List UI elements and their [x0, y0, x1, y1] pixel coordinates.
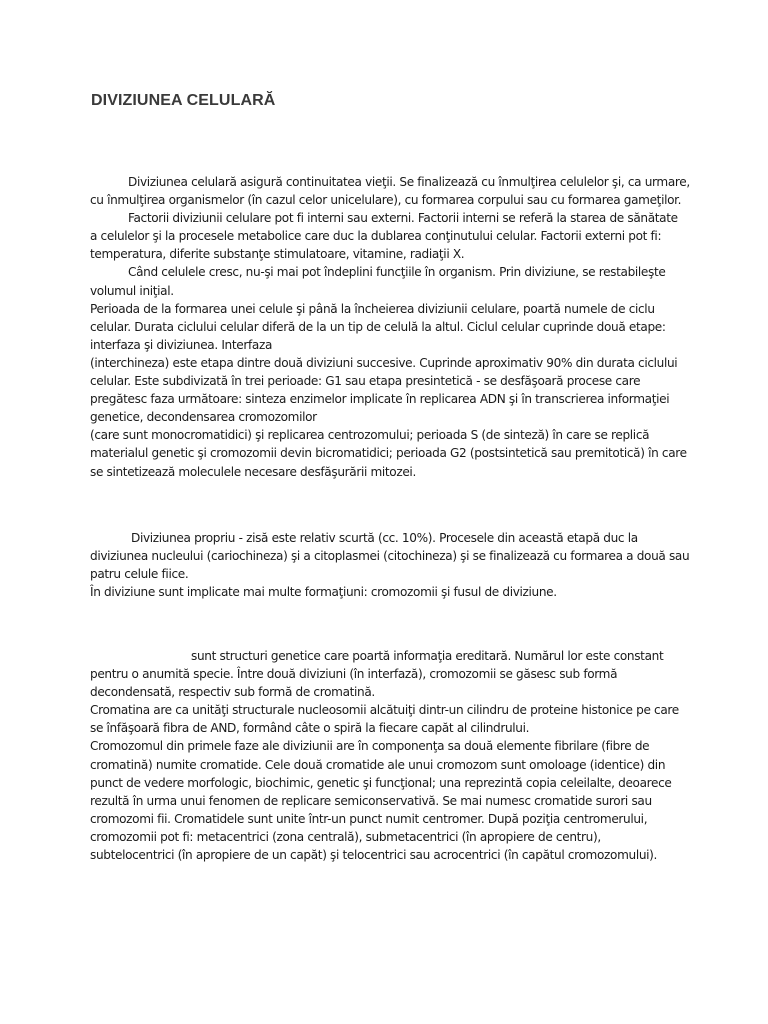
text-line: În diviziune sunt implicate mai multe formaţiuni: cromozomii şi fusul de diviziune. [90, 585, 557, 600]
text-line: cu înmulţirea organismelor (în cazul celor unicelulare), cu formarea corpului sau cu formarea gameţilor. [90, 193, 682, 208]
text-line: Diviziunea propriu - zisă este relativ scurtă (cc. 10%). Procesele din această etapă duc la [131, 531, 638, 545]
text-line: decondensată, respectiv sub formă de cromatină. [90, 685, 375, 700]
text-line: pregătesc faza următoare: sinteza enzimelor implicate în replicarea ADN şi în transcrierea informaţiei [90, 392, 670, 407]
text-line: celular. Durata ciclului celular diferă de la un tip de celulă la altul. Ciclul celular cuprinde două etape: [90, 319, 666, 334]
text-line: Cromozomul din primele faze ale diviziunii are în componenţa sa două elemente fibrilare (fibre de [90, 739, 650, 754]
text-line: Când celulele cresc, nu-şi mai pot îndeplini funcţiile în organism. Prin diviziune, se restabileşte [128, 265, 666, 280]
text-line: (interchineza) este etapa dintre două diviziuni succesive. Cuprinde aproximativ 90% din durata ciclului [90, 355, 678, 370]
text-line: materialul genetic şi cromozomii devin bicromatidici; perioada G2 (postsintetică sau premitotică) în care [90, 446, 687, 461]
text-line: Cromatina are ca unităţi structurale nucleosomii alcătuiţi dintr-un cilindru de proteine histonice pe care [90, 703, 679, 718]
document-title: DIVIZIUNEA CELULARĂ [91, 92, 276, 109]
text-line: pentru o anumită specie. Între două diviziuni (în interfază), cromozomii se găsesc sub formă [90, 667, 618, 682]
text-line: punct de vedere morfologic, biochimic, genetic şi funcţional; una reprezintă copia celeilalte, deoarece [90, 775, 672, 790]
text-line: volumul iniţial. [90, 283, 174, 298]
text-line: rezultă în urma unui fenomen de replicare semiconservativă. Se mai numesc cromatide surori sau [90, 793, 652, 808]
text-line: diviziunea nucleului (cariochineza) şi a citoplasmei (citochineza) şi se finalizează cu formarea a două sau [90, 549, 690, 564]
paragraph-block-chromosomes [90, 647, 690, 864]
text-line: se sintetizează moleculele necesare desfăşurării mitozei. [90, 464, 416, 479]
text-line: Diviziunea celulară asigură continuitatea vieţii. Se finalizează cu înmulţirea celulelor şi, ca urmare, [128, 175, 690, 189]
paragraph-block-division-proper [90, 529, 690, 601]
text-line: Factorii diviziunii celulare pot fi interni sau externi. Factorii interni se referă la starea de sănătate [128, 211, 678, 226]
paragraph-block-cell-division [90, 173, 690, 481]
text-line: genetice, decondensarea cromozomilor [90, 410, 317, 425]
text-line: a celulelor şi la procesele metabolice care duc la dublarea conţinutului celular. Factorii externi pot fi: [90, 229, 662, 244]
text-line: sunt structuri genetice care poartă informaţia ereditară. Numărul lor este constant [191, 649, 664, 663]
text-line: temperatura, diferite substanţe stimulatoare, vitamine, radiaţii X. [90, 247, 465, 262]
text-line: Perioada de la formarea unei celule şi până la încheierea diviziunii celulare, poartă numele de ciclu [90, 301, 655, 316]
text-line: (care sunt monocromatidici) şi replicarea centrozomului; perioada S (de sinteză) în care se replică [90, 428, 650, 443]
text-line: patru celule fiice. [90, 567, 189, 582]
text-line: celular. Este subdivizată în trei perioade: G1 sau etapa presintetică - se desfăşoară procese care [90, 374, 641, 389]
text-line: subtelocentrici (în apropiere de un capăt) şi telocentrici sau acrocentrici (în capătul cromozomului). [90, 848, 658, 863]
text-line: interfaza şi diviziunea. Interfaza [90, 337, 273, 352]
text-line: cromozomi fii. Cromatidele sunt unite într-un punct numit centromer. După poziţia centromerului, [90, 811, 648, 826]
text-line: cromatină) numite cromatide. Cele două cromatide ale unui cromozom sunt omoloage (identice) din [90, 757, 666, 772]
text-line: se înfăşoară fibra de AND, formând câte o spiră la fiecare capăt al cilindrului. [90, 721, 530, 736]
text-line: cromozomii pot fi: metacentrici (zona centrală), submetacentrici (în apropiere de centru), [90, 829, 601, 844]
